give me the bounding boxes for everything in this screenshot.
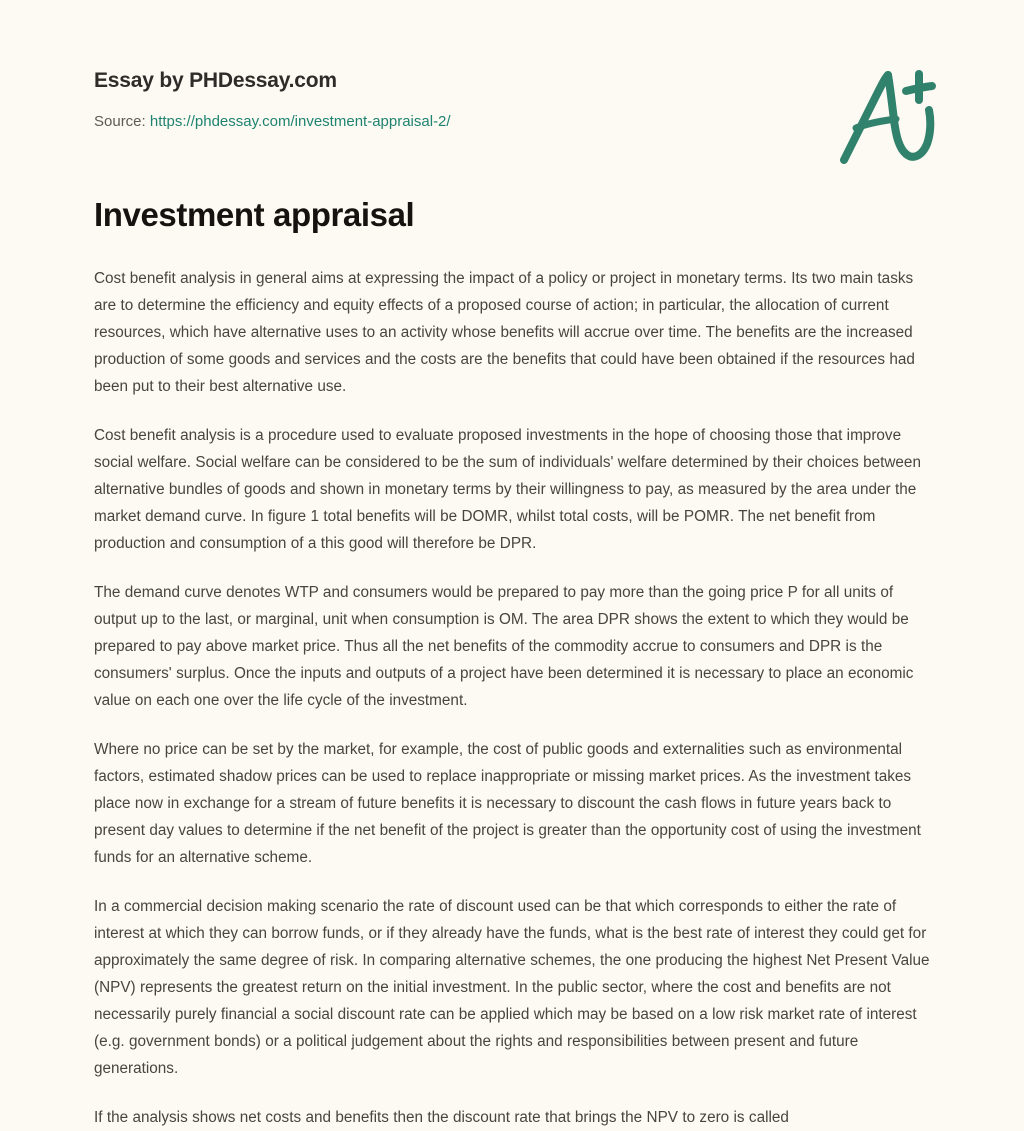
article-body (0, 196, 1024, 1131)
source-label: Source: (94, 113, 146, 131)
document-header (0, 0, 1024, 196)
page-title: Investment appraisal (94, 196, 415, 233)
brand-title: Essay by PHDessay.com (94, 69, 337, 92)
source-line (94, 112, 930, 132)
paragraph: The demand curve denotes WTP and consumers would be prepared to pay more than the going price P for all units of output up to the last, or marginal, unit when consumption is OM. The area DPR shows the extent to which they would be prepared to pay above market price. Thus all the net benefits of the commodity accrue to consumers and DPR is the consumers' surplus. Once the inputs and outputs of a project have been determined it is necessary to place an economic value on each one over the life cycle of the investment. (94, 583, 914, 709)
paragraph: In a commercial decision making scenario the rate of discount used can be that which corresponds to either the rate of interest at which they can borrow funds, or if they already have the funds, what is the best rate of interest they could get for approximately the same degree of risk. In comparing alternative schemes, the one producing the highest Net Present Value (NPV) represents the greatest return on the initial investment. In the public sector, where the cost and benefits are not necessarily purely financial a social discount rate can be applied which may be based on a low risk market rate of interest (e.g. government bonds) or a political judgement about the rights and responsibilities between present and future generations. (94, 897, 930, 1077)
paragraph: Where no price can be set by the market, for example, the cost of public goods and externalities such as environmental factors, estimated shadow prices can be used to replace inappropriate or missing market prices. As the investment takes place now in exchange for a stream of future benefits it is necessary to discount the cash flows in future years back to present day values to determine if the net benefit of the project is greater than the opportunity cost of using the investment funds for an alternative scheme. (94, 740, 921, 866)
paragraph: Cost benefit analysis in general aims at expressing the impact of a policy or project in monetary terms. Its two main tasks are to determine the efficiency and equity effects of a proposed course of action; in particular, the allocation of current resources, which have alternative uses to an activity whose benefits will accrue over time. The benefits are the increased production of some goods and services and the costs are the benefits that could have been obtained if the resources had been put to their best alternative use. (94, 269, 915, 395)
a-plus-logo-icon (826, 60, 946, 170)
paragraph: Cost benefit analysis is a procedure used to evaluate proposed investments in the hope of choosing those that improve social welfare. Social welfare can be considered to be the sum of individuals' welfare determined by their choices between alternative bundles of goods and shown in monetary terms by their willingness to pay, as measured by the area under the market demand curve. In figure 1 total benefits will be DOMR, whilst total costs, will be POMR. The net benefit from production and consumption of a this good will therefore be DPR. (94, 426, 921, 552)
source-url-link[interactable]: https://phdessay.com/investment-appraisal-2/ (149, 113, 451, 131)
paragraph: If the analysis shows net costs and benefits then the discount rate that brings the NPV to zero is called (94, 1108, 789, 1126)
